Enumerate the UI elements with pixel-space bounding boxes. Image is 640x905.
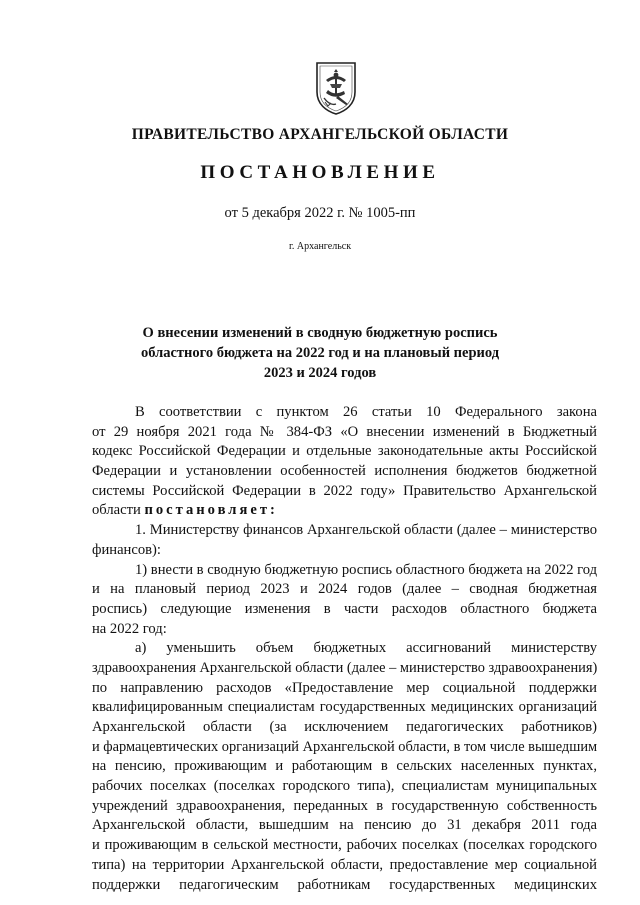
body-line: и проживающим в сельской местности, рабочих поселках (поселках городского <box>92 837 597 854</box>
document-title <box>0 323 640 383</box>
document-city: г. Архангельск <box>288 241 352 252</box>
body-line <box>92 501 597 521</box>
title-line: О внесении изменений в сводную бюджетную роспись <box>142 325 498 341</box>
body-line: здравоохранения Архангельской области (далее – министерство здравоохранения) <box>92 659 598 676</box>
body-line: 1) внести в сводную бюджетную роспись областного бюджета на 2022 год <box>135 561 598 578</box>
body-line: а) уменьшить объем бюджетных ассигнований министерству <box>135 640 597 657</box>
body-line: и фармацевтических организаций Архангельской области, в том числе вышедшим <box>92 738 598 755</box>
body-line: В соответствии с пунктом 26 статьи 10 Федерального закона <box>135 404 597 420</box>
body-line: на 2022 год: <box>92 620 167 637</box>
body-line: 1. Министерству финансов Архангельской области (далее – министерство <box>135 522 597 539</box>
document-type: ПОСТАНОВЛЕНИЕ <box>200 162 440 183</box>
body-line: на пенсию, проживающим и работающим в сельских населенных пунктах, <box>92 758 597 775</box>
title-line: областного бюджета на 2022 год и на плановый период <box>140 345 500 361</box>
body-line: Архангельской области, вышедшим на пенсию до 31 декабря 2011 года <box>92 817 597 834</box>
body-line: рабочих поселках (поселках городского типа), специалистам муниципальных <box>92 778 597 795</box>
body-line: Архангельской области (за исключением педагогических работников) <box>92 719 597 735</box>
arkhangelsk-coat-of-arms-icon <box>314 60 358 116</box>
body-line: поддержки педагогическим работникам государственных медицинских <box>92 876 597 893</box>
document-date-number: от 5 декабря 2022 г. № 1005-пп <box>224 205 416 221</box>
body-line: кодекс Российской Федерации и отдельные законодательные акты Российской <box>92 443 597 460</box>
body-text: : <box>270 502 278 519</box>
body-line: учреждений здравоохранения, переданных в государственную собственность <box>92 797 597 814</box>
body-line: роспись) следующие изменения в части расходов областного бюджета <box>92 600 597 617</box>
document-body <box>92 403 597 895</box>
title-line: 2023 и 2024 годов <box>263 365 377 381</box>
body-line: и на плановый период 2023 и 2024 годов (далее – сводная бюджетная <box>92 581 597 598</box>
body-line: квалифицированным специалистам государственных медицинских организаций <box>92 699 597 716</box>
body-line: по направлению расходов «Предоставление мер социальной поддержки <box>92 679 597 696</box>
body-line: Федерации и установлении особенностей исполнения бюджетов бюджетной <box>92 463 597 480</box>
government-name: ПРАВИТЕЛЬСТВО АРХАНГЕЛЬСКОЙ ОБЛАСТИ <box>131 126 509 143</box>
body-line: от 29 ноября 2021 года № 384-ФЗ «О внесении изменений в Бюджетный <box>92 423 597 440</box>
body-line: финансов): <box>92 541 161 558</box>
body-line: типа) на территории Архангельской области, предоставление мер социальной <box>92 856 597 873</box>
body-text: области <box>92 502 145 519</box>
resolves-keyword: постановляет <box>144 502 271 519</box>
body-line: системы Российской Федерации в 2022 году» Правительство Архангельской <box>92 482 597 499</box>
